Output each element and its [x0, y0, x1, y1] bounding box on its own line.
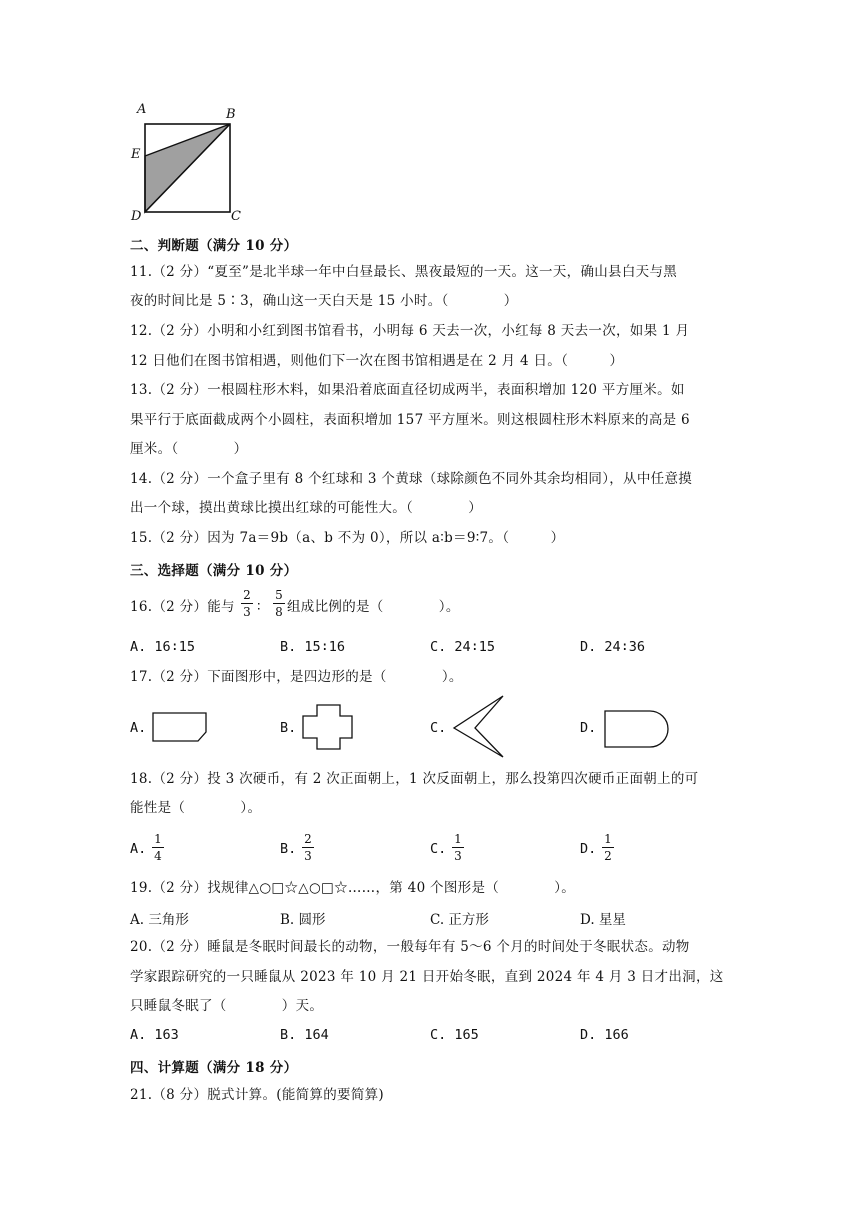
- q11-line2: 夜的时间比是 5∶3，确山这一天白天是 15 小时。（ ）: [130, 293, 518, 309]
- section3-title: 三、选择题（满分 10 分）: [130, 563, 298, 579]
- q14-line1: 14.（2 分）一个盒子里有 8 个红球和 3 个黄球（球除颜色不同外其余均相同），从中任意摸: [130, 471, 693, 487]
- q21-text: 21.（8 分）脱式计算。(能简算的要简算): [130, 1087, 384, 1103]
- shape-d-rounded: [605, 711, 668, 747]
- q20-line3: 只睡鼠冬眠了（ ）天。: [130, 998, 324, 1014]
- label-c: C: [231, 209, 241, 224]
- shape-c-arrowhead: [454, 696, 503, 757]
- q16-fraction-1: [241, 588, 253, 619]
- q18-label-a[interactable]: A.: [130, 841, 147, 857]
- q18-a-num: 1: [154, 832, 162, 846]
- q17-label-b[interactable]: B.: [280, 720, 297, 736]
- label-d: D: [131, 209, 142, 224]
- q19-text: 19.（2 分）找规律△○□☆△○□☆……，第 40 个图形是（ ）。: [130, 880, 576, 896]
- q18-label-c[interactable]: C.: [430, 841, 447, 857]
- q15-line: 15.（2 分）因为 7a＝9b（a、b 不为 0），所以 a∶b＝9∶7。（ ）: [130, 530, 565, 546]
- q19-option-a[interactable]: A. 三角形: [130, 912, 189, 928]
- shape-a-pentagon: [153, 713, 206, 741]
- q16-colon: ∶: [257, 599, 261, 615]
- q18-fraction-a: [152, 832, 164, 863]
- q19-option-b[interactable]: B. 圆形: [280, 912, 326, 928]
- q19-option-c[interactable]: C. 正方形: [430, 912, 489, 928]
- q18-line2: 能性是（ ）。: [130, 800, 262, 816]
- q18-label-d[interactable]: D.: [580, 841, 597, 857]
- q20-line1: 20.（2 分）睡鼠是冬眠时间最长的动物，一般每年有 5～6 个月的时间处于冬眠状态。动物: [130, 939, 690, 955]
- q17-label-d[interactable]: D.: [580, 720, 597, 736]
- q16-option-d[interactable]: D. 24∶36: [580, 639, 646, 655]
- label-a: A: [137, 102, 147, 117]
- q16-post: 组成比例的是（ ）。: [287, 599, 460, 615]
- q17-text: 17.（2 分）下面图形中，是四边形的是（ ）。: [130, 669, 463, 685]
- q20-option-c[interactable]: C. 165: [430, 1027, 479, 1043]
- label-e: E: [131, 147, 141, 162]
- q14-line2: 出一个球，摸出黄球比摸出红球的可能性大。（ ）: [130, 500, 483, 516]
- q18-b-num: 2: [304, 832, 312, 846]
- q12-line2: 12 日他们在图书馆相遇，则他们下一次在图书馆相遇是在 2 月 4 日。（ ）: [130, 353, 624, 369]
- q16-option-c[interactable]: C. 24∶15: [430, 639, 496, 655]
- q19-option-d[interactable]: D. 星星: [580, 912, 626, 928]
- q16-f1-numerator: 2: [243, 588, 251, 602]
- q18-a-den: 4: [154, 849, 162, 863]
- square-figure: [0, 0, 860, 230]
- q16-option-a[interactable]: A. 16∶15: [130, 639, 196, 655]
- section4-title: 四、计算题（满分 18 分）: [130, 1060, 298, 1076]
- q16-f2-denominator: 8: [275, 605, 283, 619]
- section2-title: 二、判断题（满分 10 分）: [130, 238, 298, 254]
- q18-fraction-b: [302, 832, 314, 863]
- q18-c-num: 1: [454, 832, 462, 846]
- q20-line2: 学家跟踪研究的一只睡鼠从 2023 年 10 月 21 日开始冬眠，直到 2024 年 4 月 3 日才出洞，这: [130, 969, 724, 985]
- q18-fraction-c: [452, 832, 464, 863]
- q16-fraction-2: [273, 588, 285, 619]
- q16-f1-denominator: 3: [243, 605, 251, 619]
- q20-option-d[interactable]: D. 166: [580, 1027, 629, 1043]
- label-b: B: [226, 107, 236, 122]
- q13-line3: 厘米。（ ）: [130, 441, 248, 457]
- q18-b-den: 3: [304, 849, 312, 863]
- q13-line1: 13.（2 分）一根圆柱形木料，如果沿着底面直径切成两半，表面积增加 120 平方厘米。如: [130, 382, 685, 398]
- q13-line2: 果平行于底面截成两个小圆柱，表面积增加 157 平方厘米。则这根圆柱形木料原来的高是 6: [130, 412, 690, 428]
- q18-c-den: 3: [454, 849, 462, 863]
- q18-d-num: 1: [604, 832, 612, 846]
- q17-label-c[interactable]: C.: [430, 720, 447, 736]
- q18-line1: 18.（2 分）投 3 次硬币，有 2 次正面朝上，1 次反面朝上，那么投第四次硬币正面朝上的可: [130, 771, 699, 787]
- q20-option-a[interactable]: A. 163: [130, 1027, 179, 1043]
- shape-b-cross: [303, 705, 352, 749]
- q17-label-a[interactable]: A.: [130, 720, 147, 736]
- q16-pre: 16.（2 分）能与: [130, 599, 235, 615]
- q11-line1: 11.（2 分）“夏至”是北半球一年中白昼最长、黑夜最短的一天。这一天，确山县白天与黑: [130, 264, 678, 280]
- q16-f2-numerator: 5: [275, 588, 283, 602]
- q18-fraction-d: [602, 832, 614, 863]
- q17-shapes: [0, 690, 860, 770]
- q16-option-b[interactable]: B. 15∶16: [280, 639, 346, 655]
- q12-line1: 12.（2 分）小明和小红到图书馆看书，小明每 6 天去一次，小红每 8 天去一次，如果 1 月: [130, 323, 690, 339]
- q18-label-b[interactable]: B.: [280, 841, 297, 857]
- q20-option-b[interactable]: B. 164: [280, 1027, 329, 1043]
- q18-d-den: 2: [604, 849, 612, 863]
